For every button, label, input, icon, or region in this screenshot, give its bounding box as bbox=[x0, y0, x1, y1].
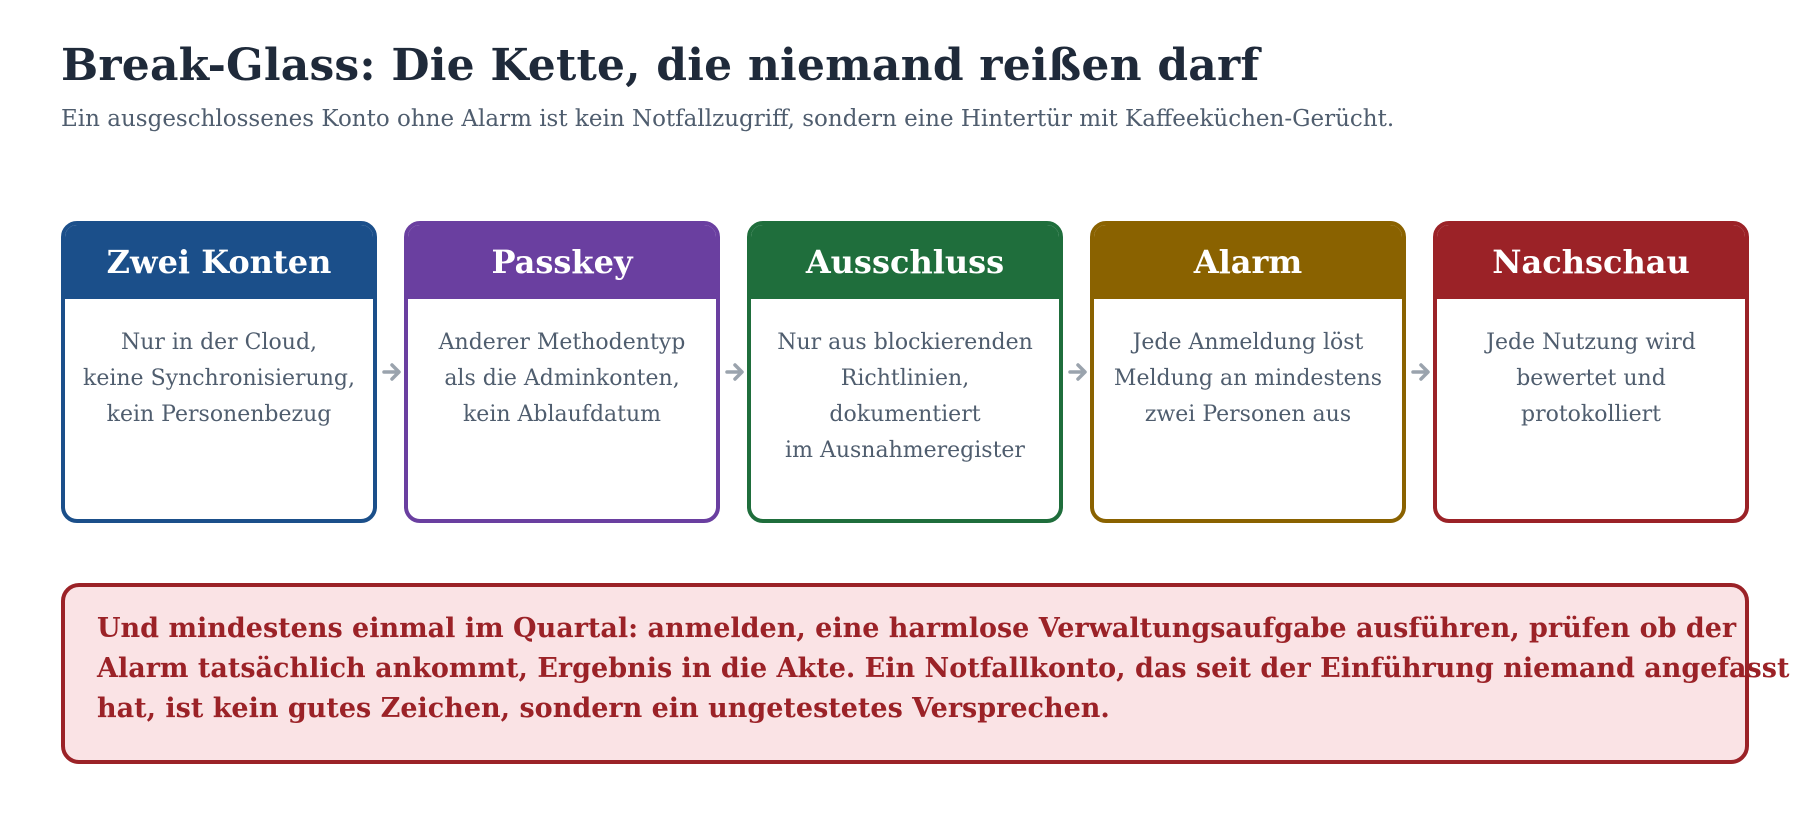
arrow-right-icon bbox=[1410, 360, 1434, 384]
step-description-line: im Ausnahmeregister bbox=[785, 438, 1025, 463]
step-card-ausschluss bbox=[747, 221, 1063, 523]
break-glass-chain bbox=[61, 221, 1749, 523]
step-description-line: dokumentiert bbox=[829, 402, 981, 427]
step-card-header bbox=[1437, 225, 1745, 299]
callout-line: Und mindestens einmal im Quartal: anmelden, eine harmlose Verwaltungsaufgabe ausführen, prüfen ob der bbox=[97, 613, 1737, 644]
step-description-line: als die Adminkonten, bbox=[444, 366, 680, 391]
page-subtitle: Ein ausgeschlossenes Konto ohne Alarm ist kein Notfallzugriff, sondern eine Hintertür mit Kaffeeküchen-Gerücht. bbox=[61, 106, 1395, 132]
arrow-right-icon bbox=[381, 360, 405, 384]
step-description-line: kein Ablaufdatum bbox=[462, 402, 662, 427]
step-title: Alarm bbox=[1193, 243, 1303, 281]
page-title: Break-Glass: Die Kette, die niemand reißen darf bbox=[61, 40, 1260, 91]
step-description-line: zwei Personen aus bbox=[1144, 402, 1352, 427]
step-description-line: keine Synchronisierung, bbox=[83, 366, 355, 391]
step-card-header bbox=[1094, 225, 1402, 299]
step-description-line: Richtlinien, bbox=[840, 366, 970, 391]
step-card-header bbox=[408, 225, 716, 299]
callout-line: Alarm tatsächlich ankommt, Ergebnis in die Akte. Ein Notfallkonto, das seit der Einführung niemand angefasst bbox=[97, 653, 1790, 684]
step-card-alarm bbox=[1090, 221, 1406, 523]
step-description-line: Jede Nutzung wird bbox=[1486, 330, 1696, 355]
step-card-header bbox=[751, 225, 1059, 299]
step-description-line: Meldung an mindestens bbox=[1113, 366, 1383, 391]
step-description-line: protokolliert bbox=[1521, 402, 1661, 427]
step-title: Zwei Konten bbox=[106, 243, 332, 281]
step-description bbox=[751, 299, 1059, 469]
step-title: Ausschluss bbox=[805, 243, 1005, 281]
step-description-line: bewertet und bbox=[1516, 366, 1666, 391]
step-card-passkey bbox=[404, 221, 720, 523]
step-card-nachschau bbox=[1433, 221, 1749, 523]
step-description-line: Nur aus blockierenden bbox=[777, 330, 1033, 355]
step-title: Passkey bbox=[491, 243, 633, 281]
step-card-zwei-konten bbox=[61, 221, 377, 523]
step-description bbox=[1094, 299, 1402, 433]
arrow-right-icon bbox=[1067, 360, 1091, 384]
step-description bbox=[408, 299, 716, 433]
quarterly-test-callout bbox=[61, 583, 1790, 764]
step-description bbox=[1437, 299, 1745, 433]
step-title: Nachschau bbox=[1492, 243, 1690, 281]
step-description-line: Jede Anmeldung löst bbox=[1132, 330, 1364, 355]
step-description bbox=[65, 299, 373, 433]
step-card-header bbox=[65, 225, 373, 299]
step-description-line: Anderer Methodentyp bbox=[438, 330, 686, 355]
arrow-right-icon bbox=[724, 360, 748, 384]
step-description-line: kein Personenbezug bbox=[106, 402, 332, 427]
callout-line: hat, ist kein gutes Zeichen, sondern ein ungetestetes Versprechen. bbox=[97, 693, 1110, 724]
step-description-line: Nur in der Cloud, bbox=[120, 330, 318, 355]
